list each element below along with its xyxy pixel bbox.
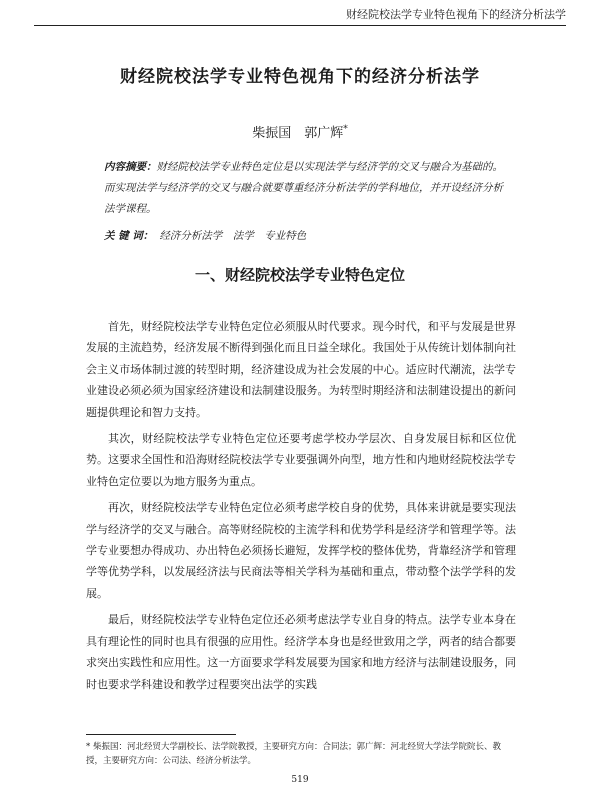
page-number: 519 (291, 775, 309, 785)
footnote-divider (86, 734, 236, 735)
keywords (104, 226, 510, 247)
author-footnote-marker: * (343, 124, 348, 135)
authors (0, 122, 600, 141)
abstract-label: 内容摘要： (104, 161, 157, 173)
paragraph: 首先，财经院校法学专业特色定位必须服从时代要求。现今时代，和平与发展是世界发展的主流趋势，经济发展不断得到强化而且日益全球化。我国处于从传统计划体制向社会主义市场体制过渡的转型时期，经济建设成为社会发展的中心。适应时代潮流，法学专业建设必须必须为国家经济建设和法制建设服务。为转型时期经济和法制建设提出的新问题提供理论和智力支持。 (86, 320, 516, 419)
footnote: * 柴振国：河北经贸大学副校长、法学院教授，主要研究方向：合同法；郭广辉：河北经贸大学法学院院长、教授，主要研究方向：公司法、经济分析法学。 (86, 742, 501, 766)
page-title: 财经院校法学专业特色视角下的经济分析法学 (120, 67, 480, 87)
paragraph: 其次，财经院校法学专业特色定位还要考虑学校办学层次、自身发展目标和区位优势。这要求全国性和沿海财经院校法学专业要强调外向型，地方性和内地财经院校法学专业特色定位要以为地方服务为重点。 (86, 432, 516, 488)
paragraph: 最后，财经院校法学专业特色定位还必须考虑法学专业自身的特点。法学专业本身在具有理论性的同时也具有很强的应用性。经济学本身也是经世致用之学，两者的结合都要求突出实践性和应用性。这一方面要求学科发展要为国家和地方经济与法制建设服务，同时也要求学科建设和教学过程要突出法学的实践 (86, 613, 516, 691)
body-text (86, 316, 516, 700)
section-heading: 一、财经院校法学专业特色定位 (194, 266, 405, 284)
keywords-label: 关 键 词： (104, 230, 154, 242)
abstract (104, 157, 510, 220)
abstract-text: 财经院校法学专业特色定位是以实现法学与经济学的交叉与融合为基础的。而实现法学与经济学的交叉与融合就要尊重经济分析法学的学科地位，并开设经济分析法学课程。 (104, 161, 503, 215)
running-header: 财经院校法学专业特色视角下的经济分析法学 (34, 6, 566, 26)
keywords-text: 经济分析法学 法学 专业特色 (159, 230, 307, 242)
author-names: 柴振国 郭广辉 (252, 126, 344, 141)
paragraph: 再次，财经院校法学专业特色定位必须考虑学校自身的优势，具体来讲就是要实现法学与经济学的交叉与融合。高等财经院校的主流学科和优势学科是经济学和管理学等。法学专业要想办得成功、办出特色必须扬长避短，发挥学校的整体优势，背靠经济学和管理学等优势学科，以发展经济法与民商法等相关学科为基础和重点，带动整个法学学科的发展。 (86, 501, 516, 600)
